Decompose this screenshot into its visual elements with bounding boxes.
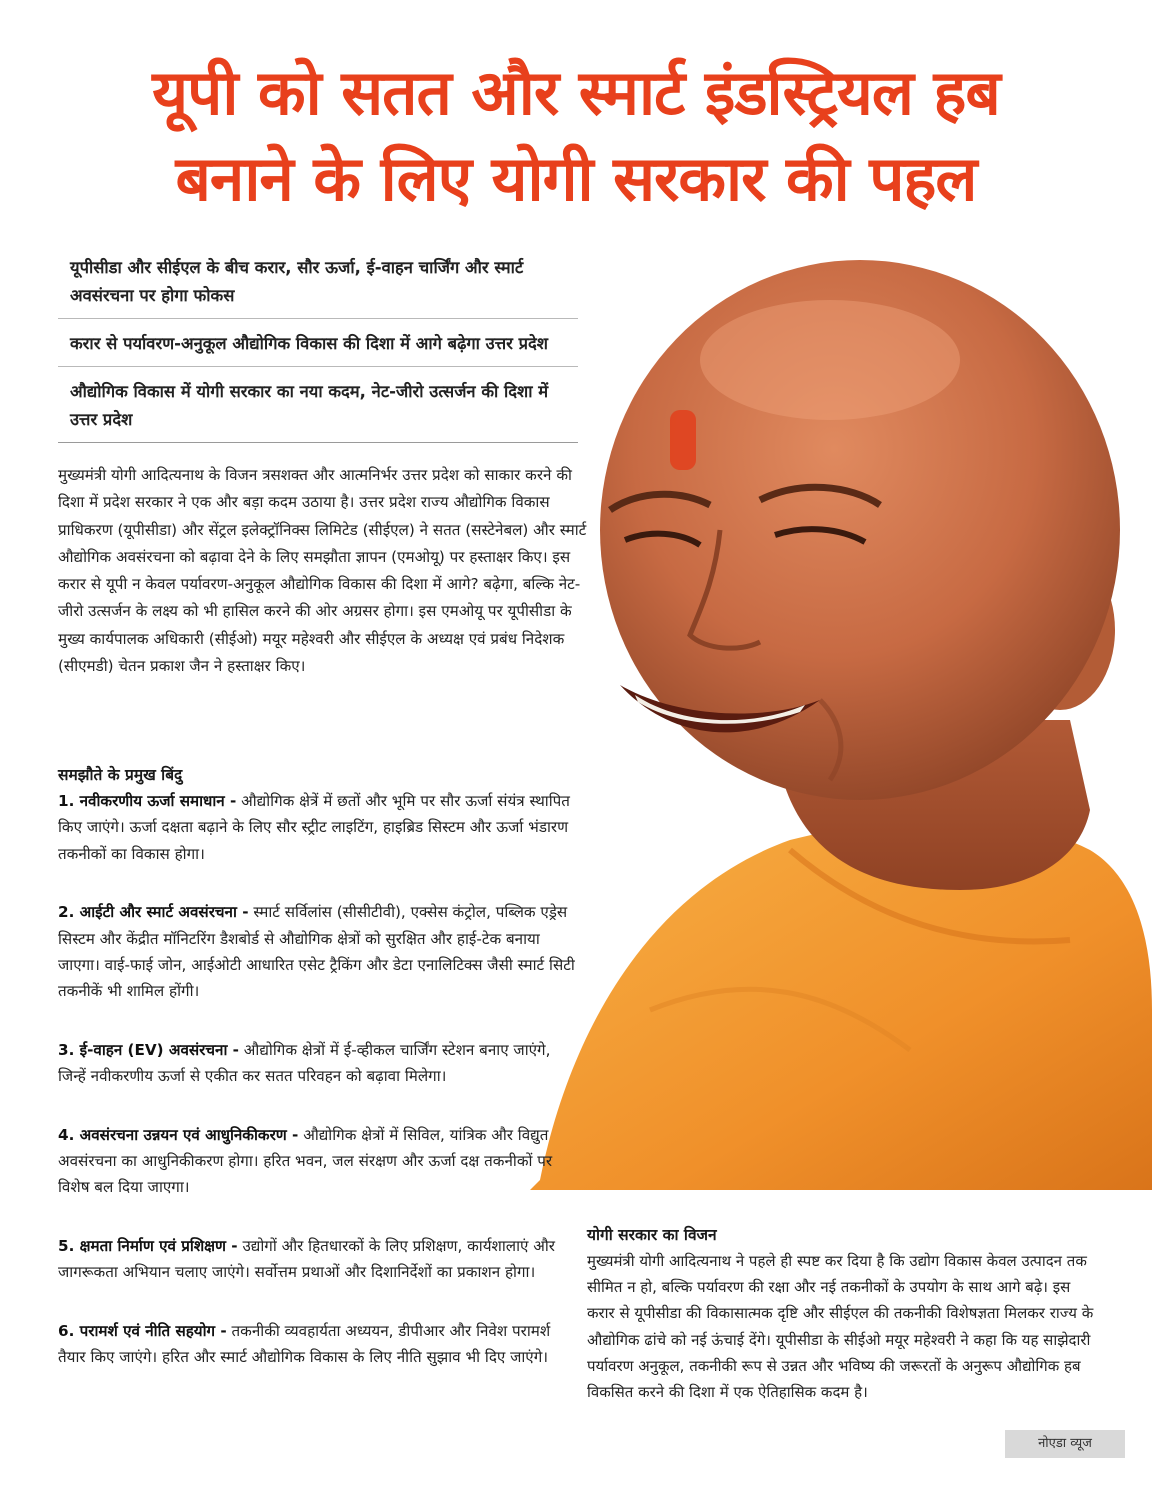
point-item xyxy=(58,1233,578,1286)
point-title: 2. आईटी और स्मार्ट अवसंरचना - xyxy=(58,903,249,922)
intro-paragraph: मुख्यमंत्री योगी आदित्यनाथ के विजन त्रसशक्त और आत्मनिर्भर उत्तर प्रदेश को साकार करने की दिशा में प्रदेश सरकार ने एक और बड़ा कदम उठाया है। उत्तर प्रदेश राज्य औद्योगिक विकास प्राधिकरण (यूपीसीडा) और सेंट्रल इलेक्ट्रॉनिक्स लिमिटेड (सीईएल) ने सतत (सस्टेनेबल) और स्मार्ट औद्योगिक अवसंरचना को बढ़ावा देने के लिए समझौता ज्ञापन (एमओयू) पर हस्ताक्षर किए। इस करार से यूपी न केवल पर्यावरण-अनुकूल औद्योगिक विकास की दिशा में आगे? बढ़ेगा, बल्कि नेट-जीरो उत्सर्जन के लक्ष्य को भी हासिल करने की ओर अग्रसर होगा। इस एमओयू पर यूपीसीडा के मुख्य कार्यपालक अधिकारी (सीईओ) मयूर महेश्वरी और सीईएल के अध्यक्ष एवं प्रबंध निदेशक (सीएमडी) चेतन प्रकाश जैन ने हस्ताक्षर किए। xyxy=(58,466,587,676)
highlight-item: यूपीसीडा और सीईएल के बीच करार, सौर ऊर्जा, ई-वाहन चार्जिंग और स्मार्ट अवसंरचना पर होगा फोकस xyxy=(58,252,578,319)
point-item xyxy=(58,788,578,867)
point-item xyxy=(58,1037,578,1090)
vision-heading: योगी सरकार का विजन xyxy=(587,1226,717,1244)
point-text: स्मार्ट सर्विलांस (सीसीटीवी), एक्सेस कंट्रोल, पब्लिक एड्रेस सिस्टम और केंद्रीत मॉनिटरिंग डैशबोर्ड से औद्योगिक क्षेत्रों को सुरक्षित और हाई-टेक बनाया जाएगा। वाई-फाई जोन, आईओटी आधारित एसेट ट्रैकिंग और डेटा एनालिटिक्स जैसी स्मार्ट सिटी तकनीकें भी शामिल होंगी। xyxy=(58,903,575,1001)
point-text: उद्योगों और हितधारकों के लिए प्रशिक्षण, कार्यशालाएं और जागरूकता अभियान चलाए जाएंगे। सर्वोत्तम प्रथाओं और दिशानिर्देशों का प्रकाशन होगा। xyxy=(58,1236,555,1282)
point-text: औद्योगिक क्षेत्रों में ई-व्हीकल चार्जिंग स्टेशन बनाए जाएंगे, जिन्हें नवीकरणीय ऊर्जा से एकीत कर सतत परिवहन को बढ़ावा मिलेगा। xyxy=(58,1040,551,1086)
vision-body: मुख्यमंत्री योगी आदित्यनाथ ने पहले ही स्पष्ट कर दिया है कि उद्योग विकास केवल उत्पादन तक सीमित न हो, बल्कि पर्यावरण की रक्षा और नई तकनीकों के उपयोग के साथ आगे बढ़े। इस करार से यूपीसीडा की विकासात्मक दृष्टि और सीईएल की तकनीकी विशेषज्ञता मिलकर राज्य के औद्योगिक ढांचे को नई ऊंचाई देंगे। यूपीसीडा के सीईओ मयूर महेश्वरी ने कहा कि यह साझेदारी पर्यावरण अनुकूल, तकनीकी रूप से उन्नत और भविष्य की जरूरतों के अनुरूप औद्योगिक हब विकसित करने की दिशा में एक ऐतिहासिक कदम है। xyxy=(587,1252,1094,1402)
point-title: 1. नवीकरणीय ऊर्जा समाधान - xyxy=(58,792,237,810)
point-title: 3. ई-वाहन (EV) अवसंरचना - xyxy=(58,1040,239,1059)
vision-section xyxy=(587,1222,1097,1405)
publication-footer-tab: नोएडा व्यूज xyxy=(1005,1430,1125,1458)
point-item xyxy=(58,899,578,1005)
highlights-list xyxy=(58,252,578,452)
point-text: तकनीकी व्यवहार्यता अध्ययन, डीपीआर और निवेश परामर्श तैयार किए जाएंगे। हरित और स्मार्ट औद्योगिक विकास के लिए नीति सुझाव भी दिए जाएंगे। xyxy=(58,1321,551,1367)
portrait-photo xyxy=(530,250,1152,1190)
point-title: 5. क्षमता निर्माण एवं प्रशिक्षण - xyxy=(58,1236,238,1255)
point-text: औद्योगिक क्षेत्रें में छतों और भूमि पर सौर ऊर्जा संयंत्र स्थापित किए जाएंगे। ऊर्जा दक्षता बढ़ाने के लिए सौर स्ट्रीट लाइटिंग, हाइब्रिड सिस्टम और ऊर्जा भंडारण तकनीकों का विकास होगा। xyxy=(58,792,570,863)
key-points xyxy=(58,762,578,1403)
point-title: 4. अवसंरचना उन्नयन एवं आधुनिकीकरण - xyxy=(58,1125,299,1144)
point-title: 6. परामर्श एवं नीति सहयोग - xyxy=(58,1321,227,1340)
headline-line-1: यूपी को सतत और स्मार्ट इंडस्ट्रियल हब xyxy=(152,56,1000,129)
point-item xyxy=(58,1122,578,1201)
point-text: औद्योगिक क्षेत्रों में सिविल, यांत्रिक और विद्युत अवसंरचना का आधुनिकीकरण होगा। हरित भवन, जल संरक्षण और ऊर्जा दक्ष तकनीकों पर विशेष बल दिया जाएगा। xyxy=(58,1125,553,1197)
headline-line-2: बनाने के लिए योगी सरकार की पहल xyxy=(175,142,977,215)
highlight-item: करार से पर्यावरण-अनुकूल औद्योगिक विकास की दिशा में आगे बढ़ेगा उत्तर प्रदेश xyxy=(58,328,578,367)
headline xyxy=(40,50,1112,222)
points-heading: समझौते के प्रमुख बिंदु xyxy=(58,766,183,784)
highlight-item: औद्योगिक विकास में योगी सरकार का नया कदम, नेट-जीरो उत्सर्जन की दिशा में उत्तर प्रदेश xyxy=(58,376,578,443)
point-item xyxy=(58,1318,578,1371)
